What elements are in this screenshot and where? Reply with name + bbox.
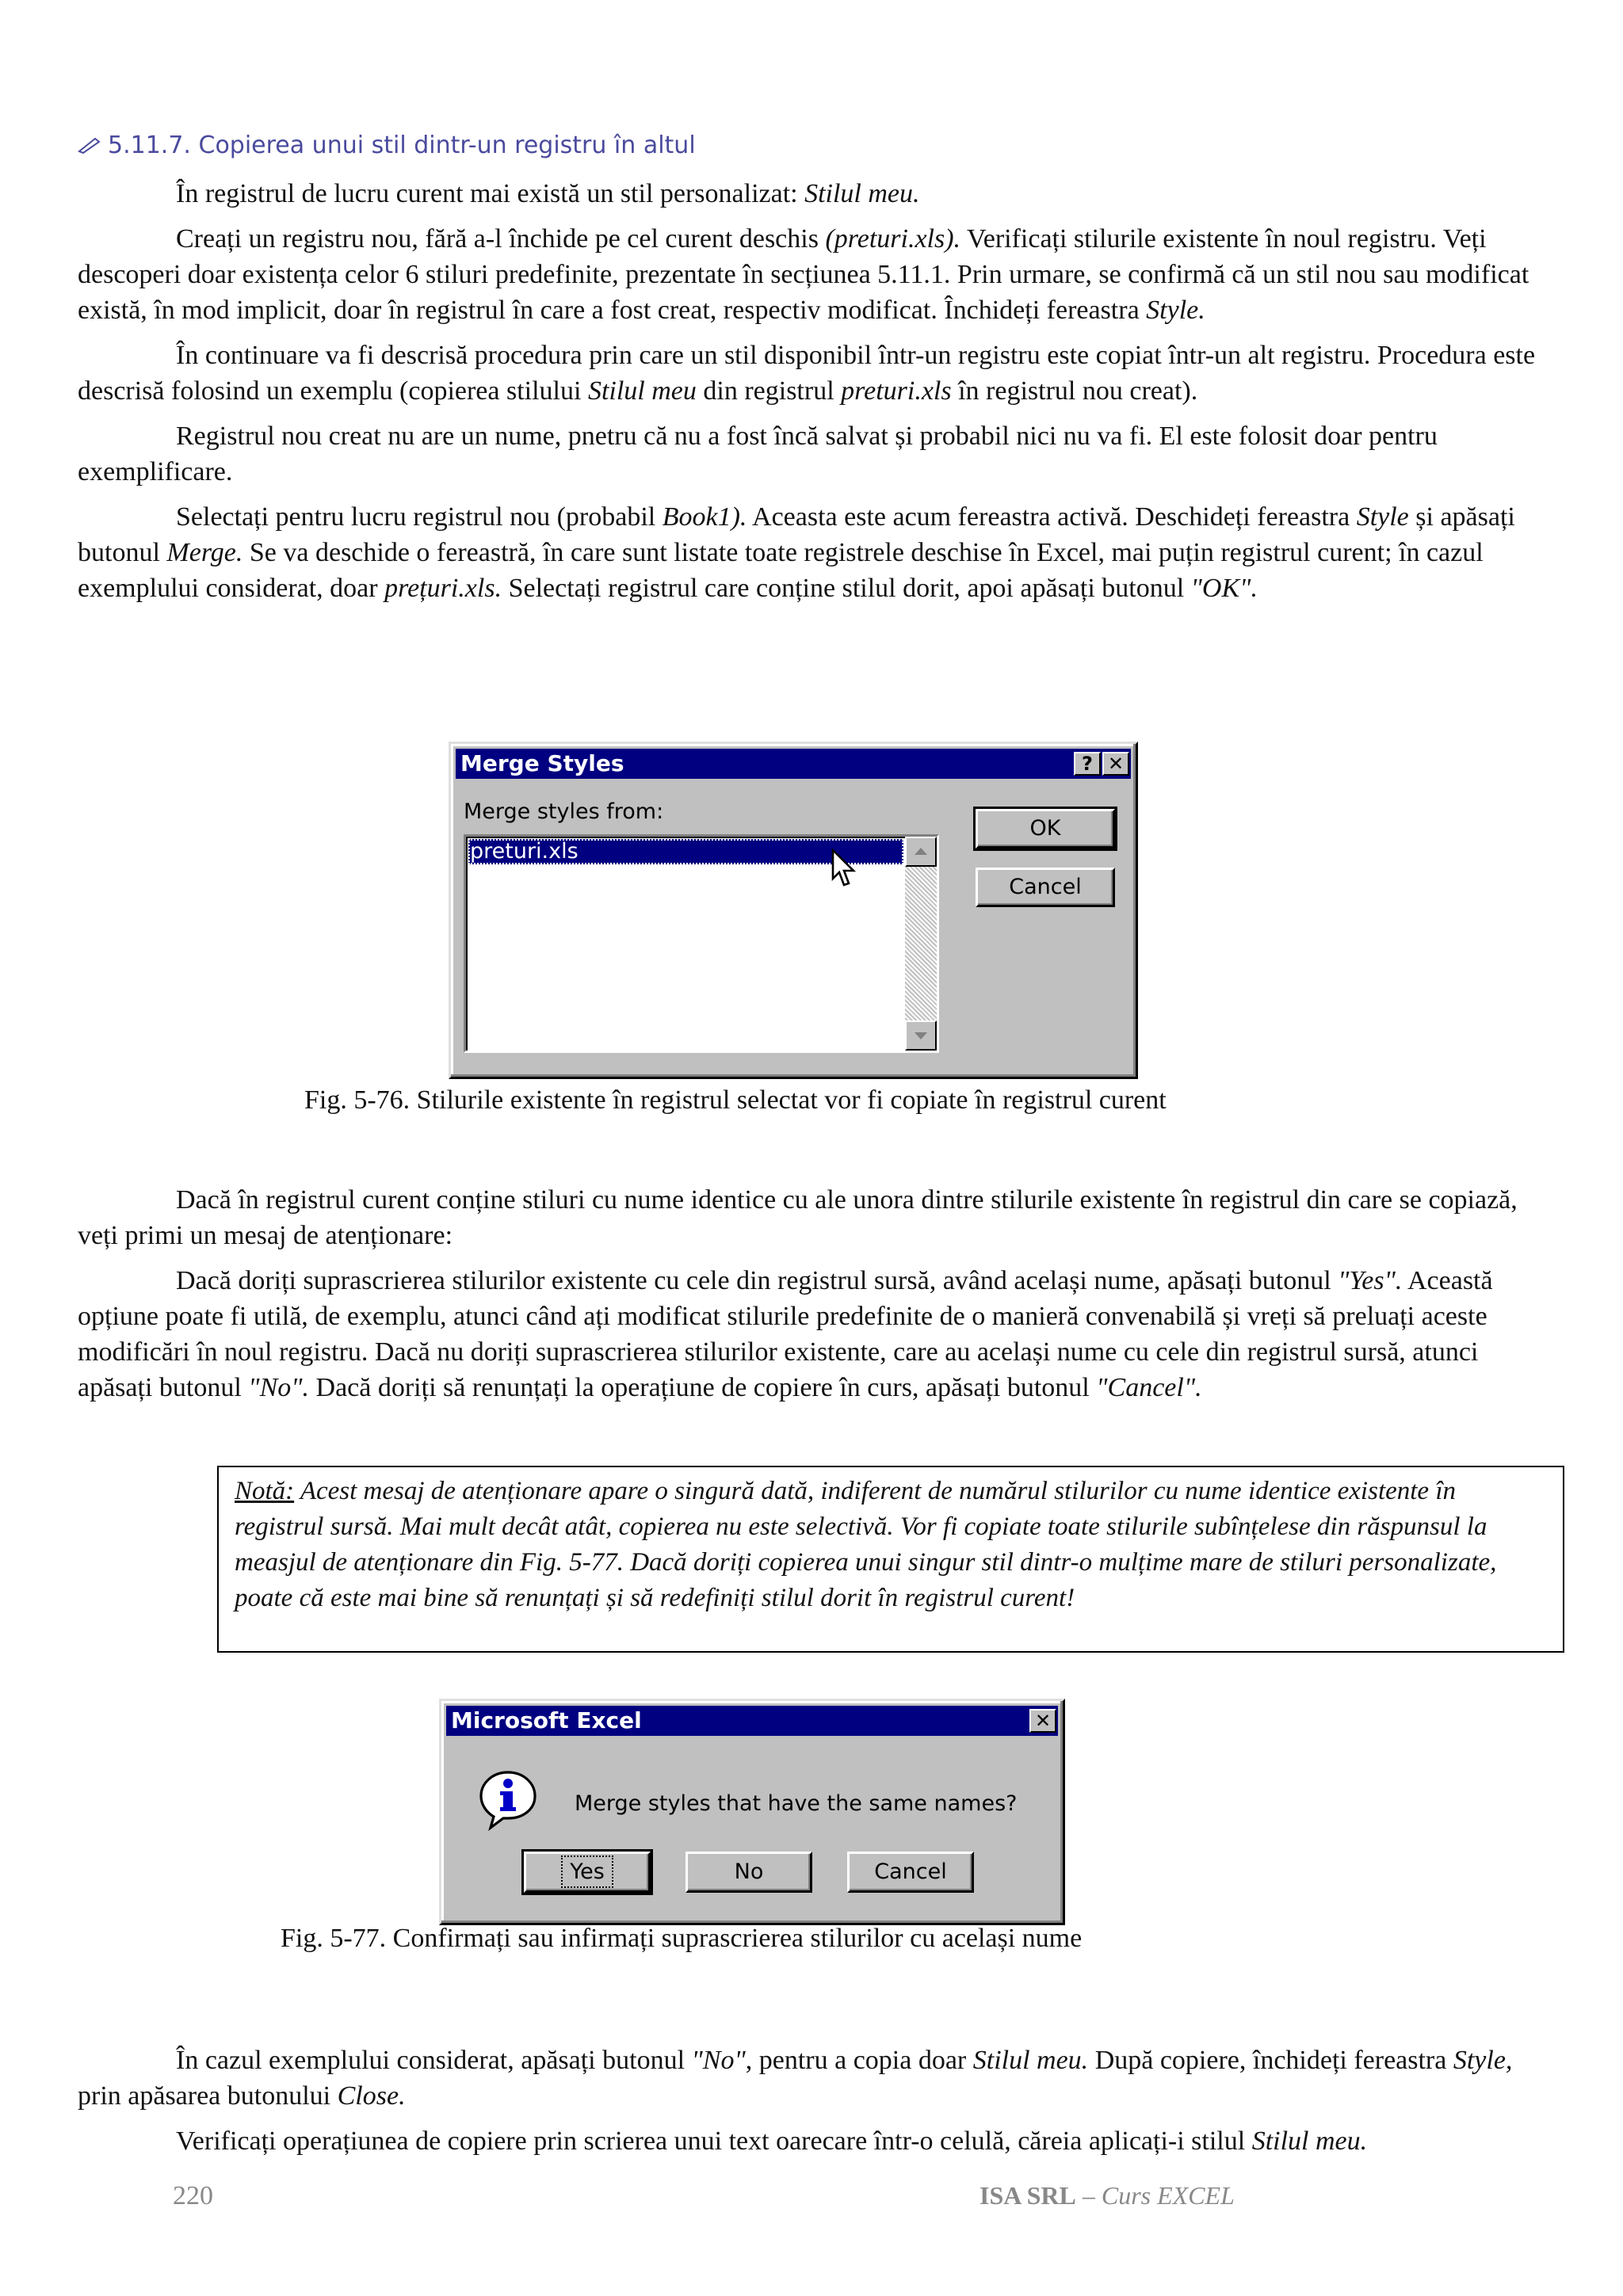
paragraph-4: Registrul nou creat nu are un nume, pnetru că nu a fost încă salvat și probabil nici nu va fi. El este folosit doar pentru exemplificare. — [78, 421, 1438, 486]
body-text-middle — [78, 1182, 1552, 1405]
paragraph-6: Dacă în registrul curent conține stiluri cu nume identice cu ale unora dintre stilurile existente în registrul din care se copiază, veți primi un mesaj de atenționare: — [78, 1185, 1518, 1250]
help-button[interactable]: ? — [1074, 752, 1101, 776]
yes-button[interactable] — [524, 1852, 651, 1893]
dialog-title: Merge Styles — [460, 750, 624, 776]
dialog-titlebar — [446, 1706, 1058, 1736]
workbook-listbox[interactable] — [464, 834, 939, 1053]
paragraph-9: Verificați operațiunea de copiere prin scrierea unui text oarecare într-o celulă, căreia aplicați-i stilul Stilul meu. — [176, 2126, 1368, 2156]
close-button[interactable]: ✕ — [1102, 752, 1129, 776]
pen-icon — [78, 135, 101, 154]
vertical-scrollbar[interactable] — [905, 837, 937, 1051]
arrow-down-icon — [907, 1022, 935, 1049]
information-icon — [476, 1768, 540, 1831]
note-text: Acest mesaj de atenționare apare o singură dată, indiferent de numărul stilurilor cu nume identice existente în registrul sursă. Mai mult decât atât, copierea nu este selectivă. Vor fi copiate toate stilurile subînțelese din răspunsul la measjul de atenționare din Fig. 5-77. Dacă doriți copierea unui singur stil dintr-o mulțime mare de stiluri personalizate, poate că este mai bine să renunțați și să redefiniți stilul dorit în registrul curent! — [235, 1477, 1497, 1612]
section-heading — [78, 132, 696, 159]
scroll-up-button[interactable] — [905, 837, 937, 867]
no-button[interactable]: No — [685, 1852, 812, 1893]
ok-button[interactable]: OK — [976, 809, 1115, 849]
mouse-cursor-icon — [831, 849, 863, 890]
page-number: 220 — [173, 2181, 213, 2210]
paragraph-3: În continuare va fi descrisă procedura prin care un stil disponibil într-un registru este copiat într-un alt registru. Procedura este descrisă folosind un exemplu (copierea stilului Stilul meu din registrul preturi.xls în registrul nou creat). — [78, 341, 1536, 406]
arrow-up-icon — [907, 838, 935, 865]
dialog-titlebar — [456, 749, 1131, 779]
paragraph-1: În registrul de lucru curent mai există un stil personalizat: Stilul meu. — [176, 179, 920, 208]
figure-caption-2: Fig. 5-77. Confirmați sau infirmați suprascrierea stilurilor cu același nume — [281, 1924, 1083, 1953]
body-text-top — [78, 176, 1552, 606]
paragraph-8: În cazul exemplului considerat, apăsați butonul "No", pentru a copia doar Stilul meu. După copiere, închideți fereastra Style, prin apăsarea butonului Close. — [78, 2046, 1513, 2111]
cancel-button[interactable]: Cancel — [847, 1852, 974, 1893]
note-box — [217, 1466, 1564, 1653]
cancel-button[interactable]: Cancel — [976, 868, 1115, 907]
note-label: Notă: — [235, 1477, 295, 1505]
paragraph-2: Creați un registru nou, fără a-l închide pe cel curent deschis (preturi.xls). Verificați stilurile existente în noul registru. Veți descoperi doar existența celor 6 stiluri predefinite, prezentate în secțiunea 5.11.1. Prin urmare, se confirmă că un stil nou sau modificat există, în mod implicit, doar în registrul în care a fost creat, respectiv modificat. Închideți fereastra Style. — [78, 224, 1529, 325]
merge-styles-dialog — [449, 742, 1138, 1079]
excel-message-dialog — [439, 1699, 1065, 1925]
merge-from-label: Merge styles from: — [464, 799, 664, 824]
yes-button-label: Yes — [565, 1859, 609, 1884]
scroll-down-button[interactable] — [905, 1020, 937, 1051]
close-button[interactable]: ✕ — [1029, 1709, 1056, 1733]
paragraph-7: Dacă doriți suprascrierea stilurilor existente cu cele din registrul sursă, având același nume, apăsați butonul "Yes". Această opțiune poate fi utilă, de exemplu, atunci când ați modificat stilurile predefinite de o manieră convenabilă și vreți să preluați aceste modificări în noul registru. Dacă nu doriți suprascrierea stilurilor existente, care au același nume cu cele din registrul sursă, atunci apăsați butonul "No". Dacă doriți să renunțați la operațiune de copiere în curs, apăsați butonul "Cancel". — [78, 1266, 1493, 1402]
footer-course: ISA SRL – Curs EXCEL — [980, 2181, 1235, 2210]
paragraph-5: Selectați pentru lucru registrul nou (probabil Book1). Aceasta este acum fereastra activă. Deschideți fereastra Style și apăsați butonul Merge. Se va deschide o fereastră, în care sunt listate toate registrele deschise în Excel, mai puțin registrul curent; în cazul exemplului considerat, doar prețuri.xls. Selectați registrul care conține stilul dorit, apoi apăsați butonul "OK". — [78, 502, 1515, 603]
figure-caption-1: Fig. 5-76. Stilurile existente în registrul selectat vor fi copiate în registrul curent — [304, 1085, 1167, 1115]
dialog-title: Microsoft Excel — [451, 1707, 642, 1733]
body-text-bottom — [78, 2042, 1552, 2159]
dialog-message: Merge styles that have the same names? — [575, 1791, 1018, 1816]
heading-text: 5.11.7. Copierea unui stil dintr-un registru în altul — [108, 132, 696, 159]
list-item[interactable]: preturi.xls — [468, 839, 903, 864]
